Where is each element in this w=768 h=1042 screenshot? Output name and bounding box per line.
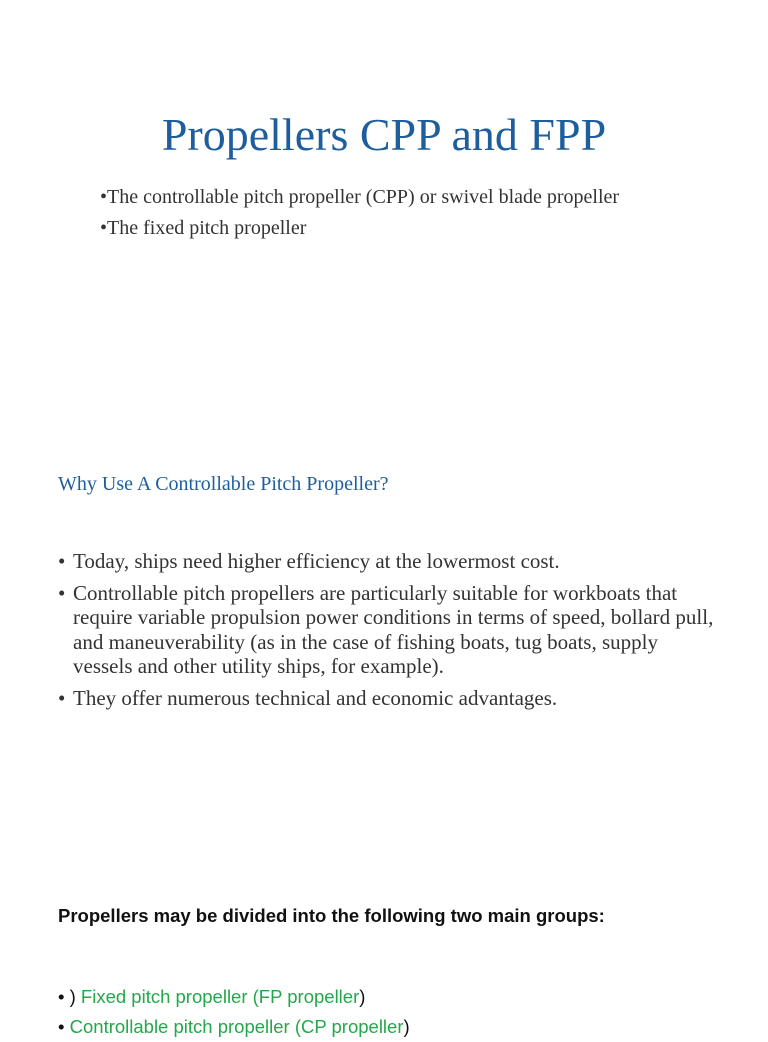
list-item [58, 581, 718, 679]
group-suffix: ) [403, 1016, 410, 1037]
section-heading: Why Use A Controllable Pitch Propeller? [58, 473, 389, 495]
intro-item-fpp: •The fixed pitch propeller [100, 217, 307, 239]
intro-item-cpp: •The controllable pitch propeller (CPP) or swivel blade propeller [100, 186, 620, 208]
list-item [58, 686, 718, 711]
group-bullet: • ) [58, 986, 81, 1007]
bullet-list [58, 549, 718, 717]
group-suffix: ) [359, 986, 366, 1007]
bullet-text: Today, ships need higher efficiency at the lowermost cost. [73, 549, 560, 573]
group-highlight: Fixed pitch propeller (FP propeller [80, 986, 360, 1007]
group-item-controllable [58, 1012, 410, 1042]
groups-list [58, 982, 410, 1042]
bullet-text: They offer numerous technical and economic advantages. [73, 685, 558, 710]
intro-list [100, 182, 740, 244]
bullet-marker: • [58, 580, 66, 605]
group-item-fixed [58, 982, 410, 1012]
bullet-text: Controllable pitch propellers are particularly suitable for workboats that require variable propulsion power conditions in terms of speed, bollard pull, and maneuverability (as in the case of fishing boats, tug boats, supply vessels and other utility ships, for example). [73, 580, 714, 678]
group-highlight: Controllable pitch propeller (CP propeller [69, 1016, 404, 1037]
groups-heading: Propellers may be divided into the following two main groups: [58, 905, 605, 926]
list-item [58, 549, 718, 574]
group-bullet: • [58, 1016, 70, 1037]
page-title: Propellers CPP and FPP [161, 109, 607, 160]
bullet-marker: • [58, 685, 66, 710]
bullet-marker: • [58, 549, 66, 573]
